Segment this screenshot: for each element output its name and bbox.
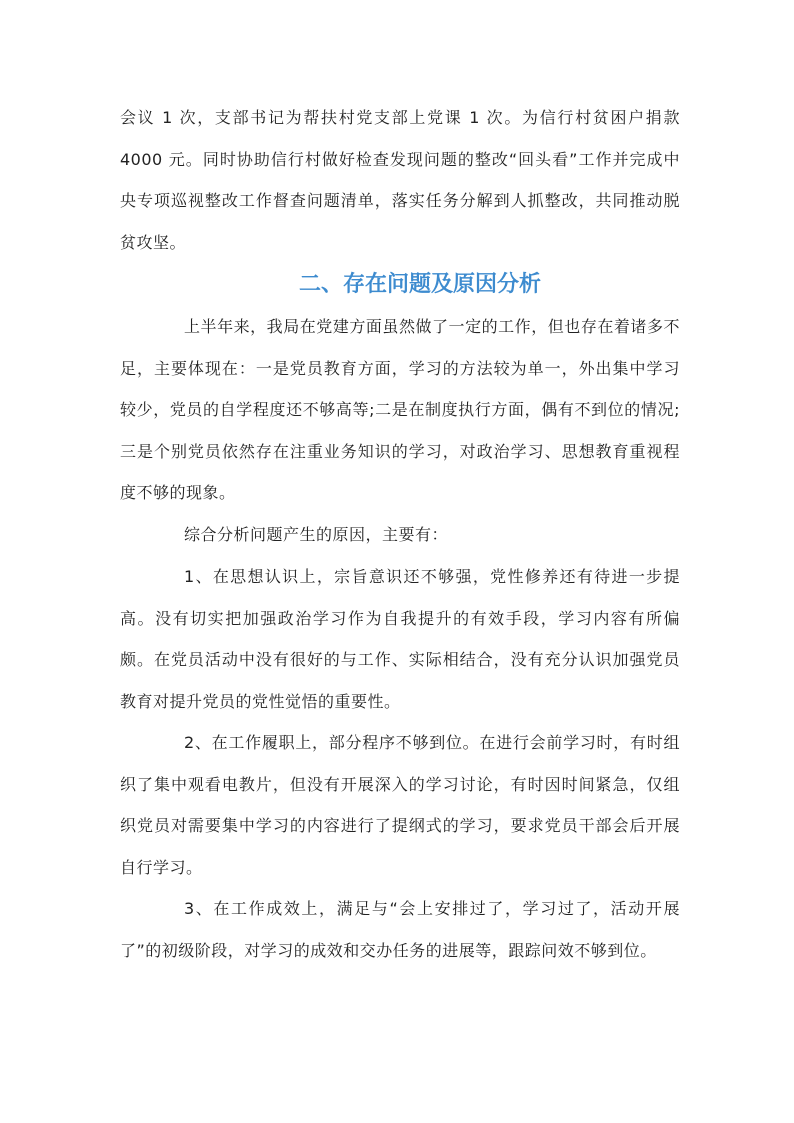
paragraph-problems: 上半年来，我局在党建方面虽然做了一定的工作，但也存在着诸多不足，主要体现在：一是党员教育方面，学习的方法较为单一，外出集中学习较少，党员的自学程度还不够高等;二是在制度执行方面，偶有不到位的情况;三是个别党员依然存在注重业务知识的学习，对政治学习、思想教育重视程度不够的现象。 [120, 317, 680, 502]
paragraph-cause-3: 3、在工作成效上，满足与“会上安排过了，学习过了，活动开展了”的初级阶段，对学习的成效和交办任务的进展等，跟踪问效不够到位。 [120, 899, 680, 960]
section-heading: 二、存在问题及原因分析 [298, 272, 541, 297]
paragraph-cause-2: 2、在工作履职上，部分程序不够到位。在进行会前学习时，有时组织了集中观看电教片，但没有开展深入的学习讨论，有时因时间紧急，仅组织党员对需要集中学习的内容进行了提纲式的学习，要求党员干部会后开展自行学习。 [120, 733, 680, 877]
paragraph-cause-1: 1、在思想认识上，宗旨意识还不够强，党性修养还有待进一步提高。没有切实把加强政治学习作为自我提升的有效手段，学习内容有所偏颇。在党员活动中没有很好的与工作、实际相结合，没有充分认识加强党员教育对提升党员的党性觉悟的重要性。 [120, 567, 680, 711]
paragraph-continued: 会议 1 次，支部书记为帮扶村党支部上党课 1 次。为信行村贫困户捐款 4000 元。同时协助信行村做好检查发现问题的整改“回头看”工作并完成中央专项巡视整改工作督查问题清单，落实任务分解到人抓整改，共同推动脱贫攻坚。 [120, 108, 680, 252]
paragraph-cause-intro: 综合分析问题产生的原因，主要有： [184, 525, 449, 544]
